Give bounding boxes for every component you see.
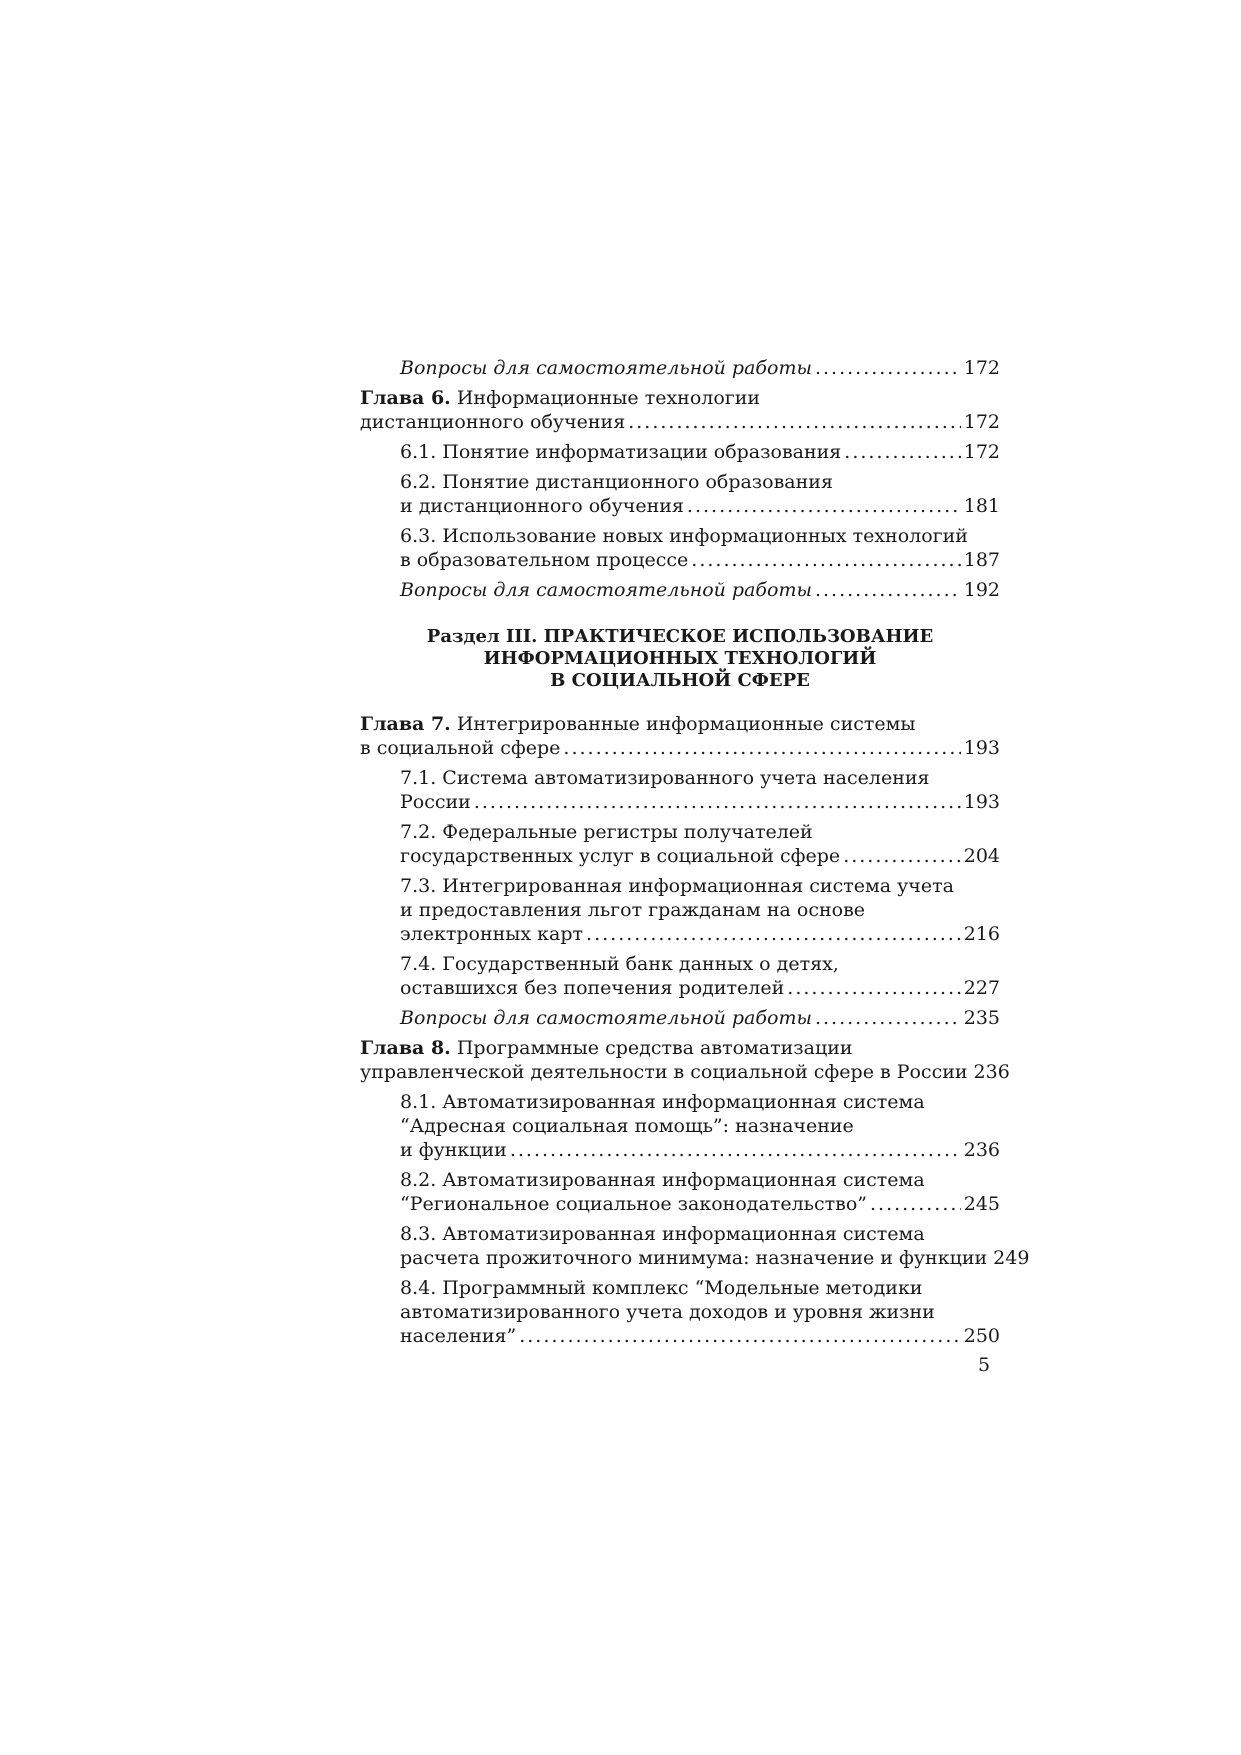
toc-entry-title: расчета прожиточного минимума: назначение и функции	[400, 1247, 988, 1269]
toc-page-number: 172	[963, 411, 1000, 433]
toc-entry-title: управленческой деятельности в социальной сфере в России	[360, 1061, 968, 1083]
toc-section-7-1	[360, 766, 1000, 814]
leader-dots	[586, 922, 961, 946]
leader-dots	[691, 548, 960, 572]
toc-page-number: 236	[973, 1061, 1010, 1083]
toc-page-number: 193	[963, 737, 1000, 759]
toc-entry-title: в образовательном процессе	[400, 549, 689, 571]
toc-entry-title: населения”	[400, 1325, 517, 1347]
toc-entry-line: 7.3. Интегрированная информационная система учета	[400, 875, 954, 897]
toc-entry-title: Вопросы для самостоятельной работы	[400, 579, 812, 601]
page-number: 5	[978, 1354, 991, 1376]
toc-chapter-7	[360, 712, 1000, 760]
toc-entry-title: Вопросы для самостоятельной работы	[400, 1007, 812, 1029]
toc-section-7-4	[360, 952, 1000, 1000]
section-heading-line: В СОЦИАЛЬНОЙ СФЕРЕ	[550, 670, 810, 691]
toc-entry-questions-ch7	[360, 1006, 1000, 1030]
toc-entry-line: 6.2. Понятие дистанционного образования	[400, 471, 833, 493]
toc-page-number: 204	[963, 845, 1000, 867]
toc-entry-line: 6.3. Использование новых информационных технологий	[400, 525, 968, 547]
section-heading-line: Раздел III. ПРАКТИЧЕСКОЕ ИСПОЛЬЗОВАНИЕ	[426, 626, 934, 647]
toc-page-number: 172	[963, 441, 1000, 463]
toc-entry-title: Вопросы для самостоятельной работы	[400, 357, 812, 379]
toc-page-number: 250	[963, 1325, 1000, 1347]
toc-section-8-2	[360, 1168, 1000, 1216]
toc-page-number: 249	[993, 1247, 1030, 1269]
chapter-label: Глава 8.	[360, 1037, 451, 1059]
toc-page-number: 193	[963, 791, 1000, 813]
leader-dots	[843, 844, 961, 868]
toc-chapter-6	[360, 386, 1000, 434]
toc-entry-questions-ch5	[360, 356, 1000, 380]
toc-section-6-3	[360, 524, 1000, 572]
toc-entry-title: оставшихся без попечения родителей	[400, 977, 785, 999]
leader-dots	[787, 976, 960, 1000]
leader-dots	[815, 356, 961, 380]
toc-page-number: 172	[963, 357, 1000, 379]
toc-entry-line: и предоставления льгот гражданам на основе	[400, 899, 866, 921]
chapter-title: Интегрированные информационные системы	[450, 713, 916, 735]
toc-page-number: 187	[963, 549, 1000, 571]
toc-page-number: 192	[963, 579, 1000, 601]
leader-dots	[815, 1006, 961, 1030]
leader-dots	[687, 494, 961, 518]
leader-dots	[844, 440, 960, 464]
toc-page-number: 227	[963, 977, 1000, 999]
toc-entry-title: электронных карт	[400, 923, 584, 945]
toc-entry-line: 8.1. Автоматизированная информационная система	[400, 1091, 925, 1113]
toc-entry-line: 7.4. Государственный банк данных о детях,	[400, 953, 839, 975]
toc-entry-title: в социальной сфере	[360, 737, 561, 759]
toc-section-7-3	[360, 874, 1000, 946]
toc-chapter-8	[360, 1036, 1010, 1084]
toc-entry-line: “Адресная социальная помощь”: назначение	[400, 1115, 854, 1137]
chapter-label: Глава 6.	[360, 387, 451, 409]
toc-entry-title: дистанционного обучения	[360, 411, 626, 433]
toc-page-number: 181	[963, 495, 1000, 517]
toc-entry-line: 7.2. Федеральные регистры получателей	[400, 821, 813, 843]
leader-dots	[519, 1324, 961, 1348]
toc-entry-title: “Региональное социальное законодательство”	[400, 1193, 867, 1215]
chapter-label: Глава 7.	[360, 713, 451, 735]
leader-dots	[510, 1138, 961, 1162]
chapter-title: Информационные технологии	[450, 387, 761, 409]
leader-dots	[628, 410, 961, 434]
toc-page-number: 216	[963, 923, 1000, 945]
toc-section-7-2	[360, 820, 1000, 868]
leader-dots	[563, 736, 960, 760]
toc-entry-title: государственных услуг в социальной сфере	[400, 845, 841, 867]
toc-page-number: 236	[963, 1139, 1000, 1161]
toc-section-6-2	[360, 470, 1000, 518]
toc-entry-title: 6.1. Понятие информатизации образования	[400, 441, 842, 463]
toc-entry-title: России	[400, 791, 471, 813]
toc-entry-line: 7.1. Система автоматизированного учета населения	[400, 767, 930, 789]
leader-dots	[815, 578, 961, 602]
toc-page-number: 235	[963, 1007, 1000, 1029]
chapter-title: Программные средства автоматизации	[450, 1037, 853, 1059]
leader-dots	[474, 790, 961, 814]
toc-entry-line: автоматизированного учета доходов и уровня жизни	[400, 1301, 935, 1323]
toc-entry-line: 8.3. Автоматизированная информационная система	[400, 1223, 925, 1245]
section-3-heading	[360, 626, 1000, 692]
toc-entry-line: 8.4. Программный комплекс “Модельные методики	[400, 1277, 923, 1299]
toc-entry-line: 8.2. Автоматизированная информационная система	[400, 1169, 925, 1191]
toc-entry-title: и функции	[400, 1139, 507, 1161]
toc-section-8-1	[360, 1090, 1000, 1162]
toc-entry-title: и дистанционного обучения	[400, 495, 684, 517]
toc-section-8-3	[360, 1222, 1030, 1270]
toc-section-6-1	[360, 440, 1000, 464]
toc-page-number: 245	[963, 1193, 1000, 1215]
section-heading-line: ИНФОРМАЦИОННЫХ ТЕХНОЛОГИЙ	[483, 648, 877, 669]
table-of-contents	[360, 356, 1030, 1354]
toc-entry-questions-ch6	[360, 578, 1000, 602]
leader-dots	[870, 1192, 961, 1216]
toc-section-8-4	[360, 1276, 1000, 1348]
